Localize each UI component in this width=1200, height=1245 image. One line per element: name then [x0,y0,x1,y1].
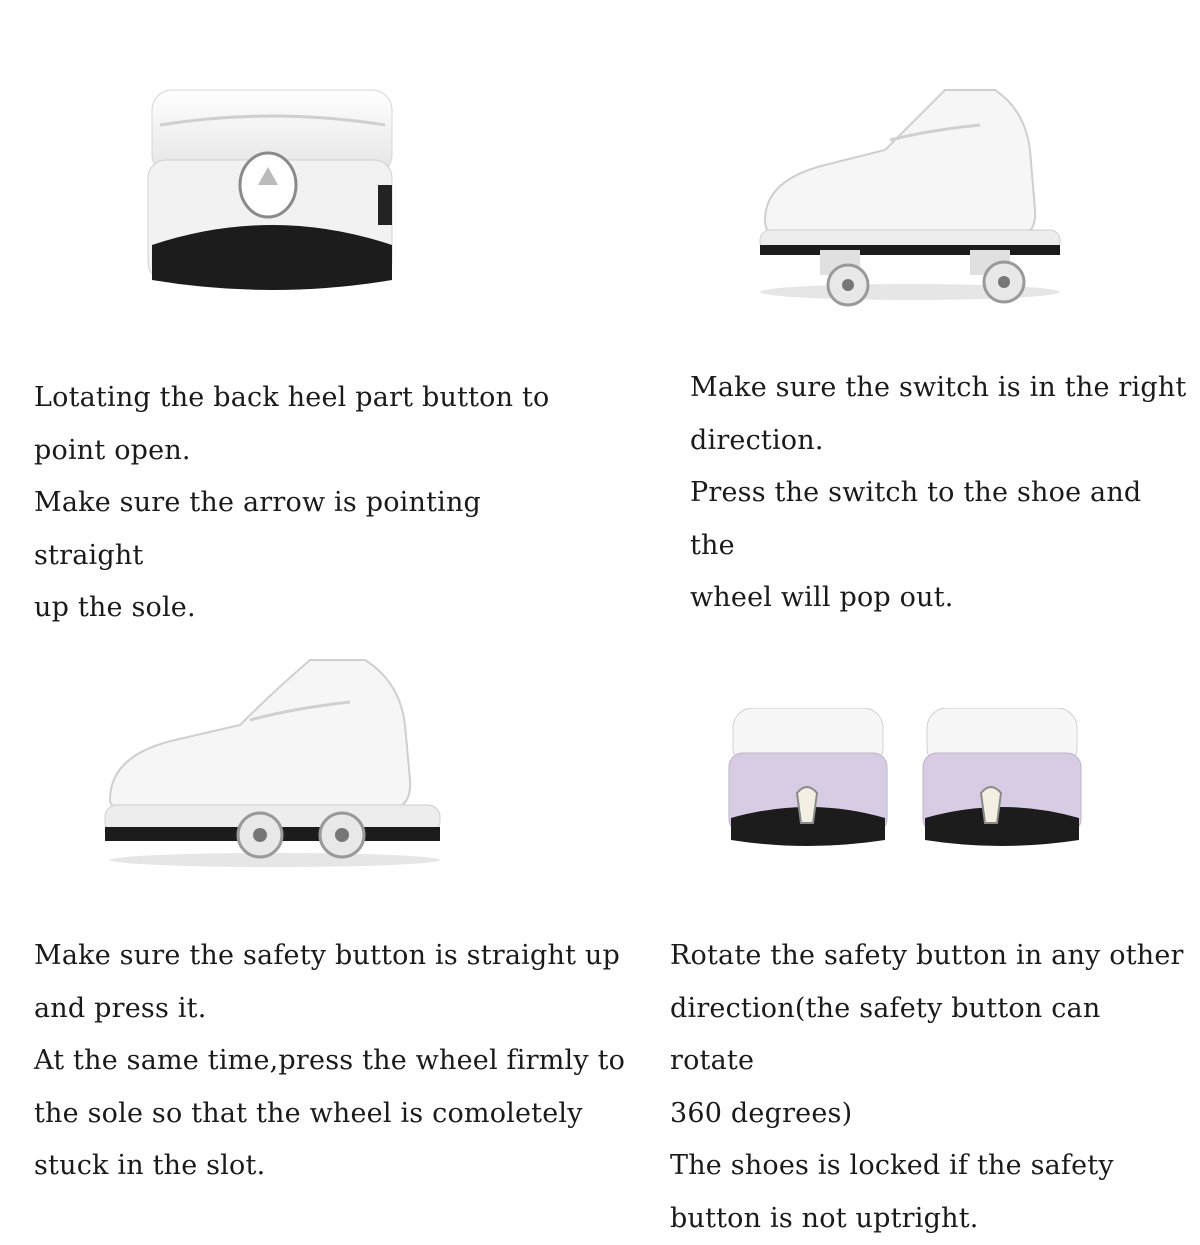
caption-line: The shoes is locked if the safety [670,1140,1190,1193]
caption-line: Make sure the arrow is pointing straight [34,477,594,582]
shoe-with-wheels-out-icon [750,80,1070,310]
caption-line: and press it. [34,983,634,1036]
caption-line: wheel will pop out. [690,572,1190,625]
heel-safety-button-closeup-icon [140,85,400,310]
pair-heels-safety-button-icon [725,708,1090,853]
caption-line: Press the switch to the shoe and the [690,467,1190,572]
caption-line: the sole so that the wheel is comoletely [34,1088,634,1141]
step-2-caption [690,362,1190,625]
caption-line: up the sole. [34,582,594,635]
shoe-wheels-retracting-icon [100,655,450,870]
caption-line: Make sure the switch is in the right [690,362,1190,415]
caption-line: direction. [690,415,1190,468]
caption-line: direction(the safety button can rotate [670,983,1190,1088]
caption-line: Make sure the safety button is straight up [34,930,634,983]
step-1-caption [34,372,594,635]
caption-line: button is not uptright. [670,1193,1190,1245]
caption-line: At the same time,press the wheel firmly to [34,1035,634,1088]
caption-line: Lotating the back heel part button to [34,372,594,425]
caption-line: stuck in the slot. [34,1140,634,1193]
caption-line: point open. [34,425,594,478]
caption-line: 360 degrees) [670,1088,1190,1141]
step-3-caption [34,930,634,1193]
step-4-caption [670,930,1190,1245]
caption-line: Rotate the safety button in any other [670,930,1190,983]
